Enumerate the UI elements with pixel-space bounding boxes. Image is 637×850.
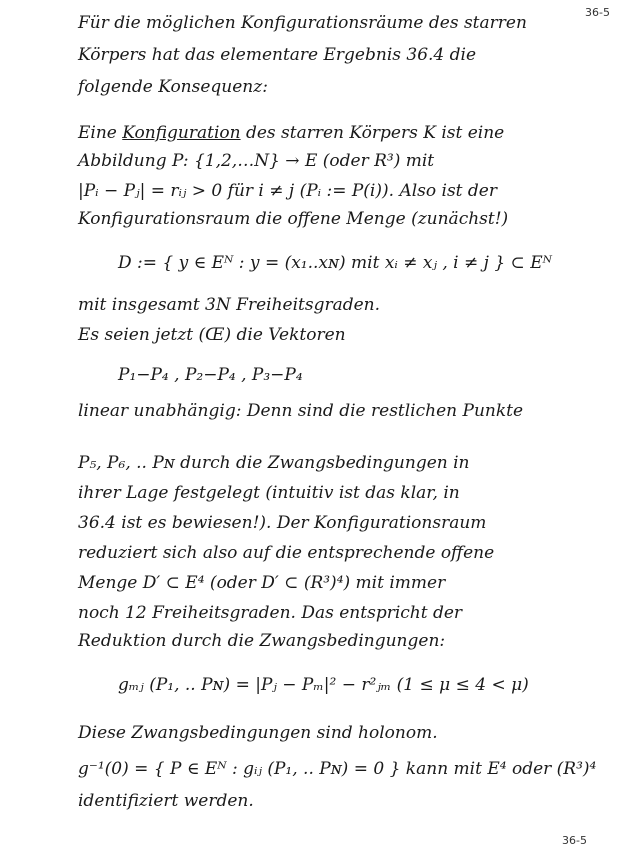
word-eine: Eine bbox=[78, 123, 117, 143]
text-line-11: P₅, P₆, .. Pɴ durch die Zwangsbedingungen in bbox=[78, 453, 470, 473]
text-line-2: Körpers hat das elementare Ergebnis 36.4 die bbox=[78, 45, 477, 65]
formula-d: D := { y ∈ Eᴺ : y = (x₁..xɴ) mit xᵢ ≠ xⱼ , i ≠ j } ⊂ Eᴺ bbox=[118, 253, 552, 273]
page-number-bottom: 36-5 bbox=[562, 834, 587, 847]
text-line-3: folgende Konsequenz: bbox=[78, 77, 268, 97]
text-line-5: Abbildung P: {1,2,…N} → E (oder R³) mit bbox=[78, 151, 435, 171]
text-line-10: linear unabhängig: Denn sind die restlichen Punkte bbox=[78, 401, 524, 421]
text-line-15: Menge D′ ⊂ E⁴ (oder D′ ⊂ (R³)⁴) mit immer bbox=[78, 573, 446, 593]
formula-vectors: P₁−P₄ , P₂−P₄ , P₃−P₄ bbox=[118, 365, 303, 385]
text-line-12: ihrer Lage festgelegt (intuitiv ist das klar, in bbox=[78, 483, 460, 503]
text-line-4 bbox=[78, 122, 504, 144]
text-line-4-rest: des starren Körpers K ist eine bbox=[245, 123, 505, 143]
text-line-18: Diese Zwangsbedingungen sind holonom. bbox=[78, 723, 438, 743]
text-line-6: |Pᵢ − Pⱼ| = rᵢⱼ > 0 für i ≠ j (Pᵢ := P(i)). Also ist der bbox=[78, 181, 497, 201]
text-line-7: Konfigurationsraum die offene Menge (zunächst!) bbox=[78, 209, 509, 229]
text-line-14: reduziert sich also auf die entsprechende offene bbox=[78, 543, 495, 563]
text-line-16: noch 12 Freiheitsgraden. Das entspricht der bbox=[78, 603, 463, 623]
text-line-17: Reduktion durch die Zwangsbedingungen: bbox=[78, 631, 446, 651]
text-line-13: 36.4 ist es bewiesen!). Der Konfigurationsraum bbox=[78, 513, 487, 533]
term-konfiguration: Konfiguration bbox=[122, 123, 241, 143]
text-line-19: identifiziert werden. bbox=[78, 791, 254, 811]
formula-preimage: g⁻¹(0) = { P ∈ Eᴺ : gᵢⱼ (P₁, .. Pɴ) = 0 } kann mit E⁴ oder (R³)⁴ bbox=[78, 759, 597, 779]
text-line-9: Es seien jetzt (Œ) die Vektoren bbox=[78, 325, 346, 345]
text-line-1: Für die möglichen Konfigurationsräume des starren bbox=[78, 13, 527, 33]
text-line-8: mit insgesamt 3N Freiheitsgraden. bbox=[78, 295, 381, 315]
page-number-top: 36-5 bbox=[585, 6, 610, 19]
formula-g: gₘⱼ (P₁, .. Pɴ) = |Pⱼ − Pₘ|² − r²ⱼₘ (1 ≤ μ ≤ 4 < μ) bbox=[118, 675, 529, 695]
